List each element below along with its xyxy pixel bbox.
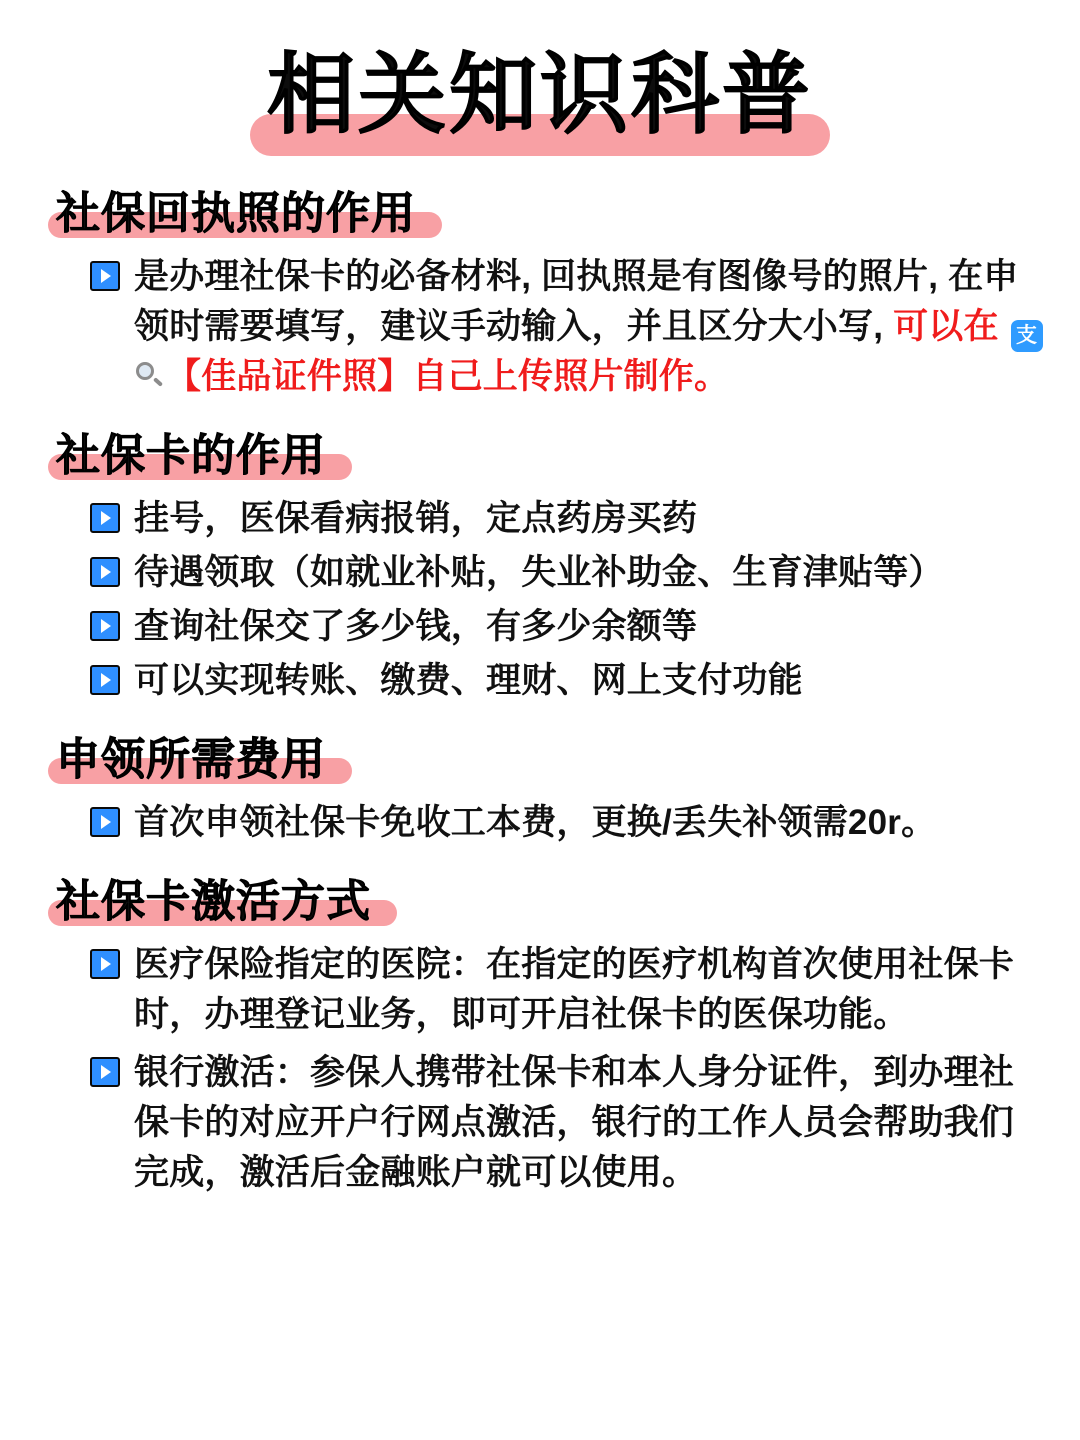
play-bullet-icon bbox=[90, 949, 120, 979]
list-item-emphasis-2: 【佳品证件照】自己上传照片制作。 bbox=[166, 357, 730, 396]
section-heading-text: 申领所需费用 bbox=[56, 735, 326, 784]
list-item-text: 待遇领取（如就业补贴，失业补助金、生育津贴等） bbox=[134, 553, 944, 592]
list-item-emphasis-1: 可以在 bbox=[893, 307, 999, 346]
section-heading bbox=[56, 732, 326, 788]
play-bullet-icon bbox=[90, 665, 120, 695]
section-application-fee bbox=[34, 732, 1046, 848]
list-item-text: 银行激活：参保人携带社保卡和本人身分证件，到办理社保卡的对应开户行网点激活，银行的工作人员会帮助我们完成，激活后金融账户就可以使用。 bbox=[134, 1053, 1015, 1192]
page-title bbox=[34, 40, 1046, 160]
section-heading bbox=[56, 428, 326, 484]
section-social-security-card-uses bbox=[34, 428, 1046, 706]
section-heading-text: 社保卡的作用 bbox=[56, 431, 326, 480]
list-item bbox=[34, 940, 1046, 1040]
list-item-text: 可以实现转账、缴费、理财、网上支付功能 bbox=[134, 661, 803, 700]
play-bullet-icon bbox=[90, 503, 120, 533]
play-bullet-icon bbox=[90, 557, 120, 587]
play-bullet-icon bbox=[90, 611, 120, 641]
play-bullet-icon bbox=[90, 261, 120, 291]
list-item-text-plain: 是办理社保卡的必备材料, 回执照是有图像号的照片, 在申领时需要填写，建议手动输入，并且区分大小写, bbox=[134, 257, 1019, 346]
list-item-text: 查询社保交了多少钱，有多少余额等 bbox=[134, 607, 698, 646]
section-heading bbox=[56, 186, 416, 242]
alipay-icon: 支 bbox=[1011, 320, 1043, 352]
list-item bbox=[34, 252, 1046, 402]
section-heading-text: 社保回执照的作用 bbox=[56, 189, 416, 238]
magnifier-icon bbox=[134, 360, 164, 392]
list-item bbox=[34, 656, 1046, 706]
play-bullet-icon bbox=[90, 807, 120, 837]
list-item-text: 首次申领社保卡免收工本费，更换/丢失补领需20r。 bbox=[134, 803, 937, 842]
list-item bbox=[34, 602, 1046, 652]
list-item bbox=[34, 494, 1046, 544]
section-heading bbox=[56, 874, 371, 930]
section-social-security-receipt-photo bbox=[34, 186, 1046, 402]
section-heading-text: 社保卡激活方式 bbox=[56, 877, 371, 926]
section-card-activation bbox=[34, 874, 1046, 1198]
title-text: 相关知识科普 bbox=[266, 45, 813, 144]
list-item bbox=[34, 548, 1046, 598]
list-item bbox=[34, 798, 1046, 848]
play-bullet-icon bbox=[90, 1057, 120, 1087]
list-item bbox=[34, 1048, 1046, 1198]
list-item-text: 医疗保险指定的医院：在指定的医疗机构首次使用社保卡时，办理登记业务，即可开启社保卡的医保功能。 bbox=[134, 945, 1015, 1034]
list-item-text: 挂号，医保看病报销，定点药房买药 bbox=[134, 499, 698, 538]
list-item-text bbox=[134, 252, 1046, 402]
